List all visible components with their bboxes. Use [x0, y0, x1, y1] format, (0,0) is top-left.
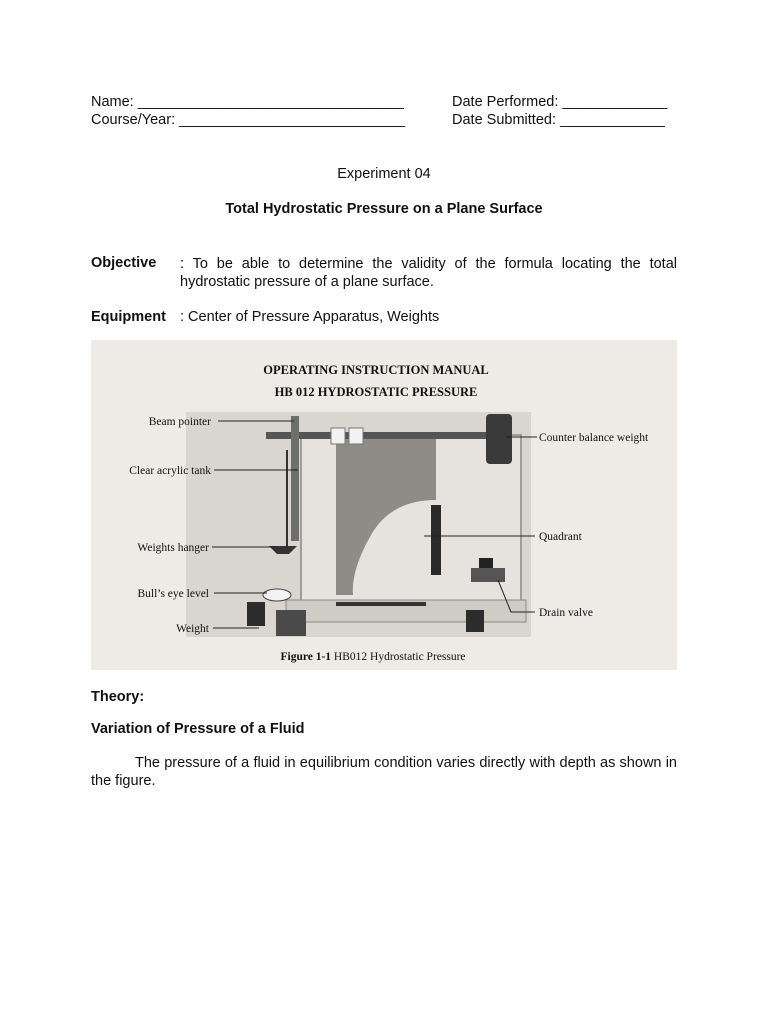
apparatus-illustration [91, 340, 677, 670]
course-year-field-line: Course/Year: ____________________________ [91, 112, 405, 128]
equipment-label: Equipment [91, 309, 166, 325]
counter-balance-shape [486, 414, 512, 464]
bulls-eye-level-shape [263, 589, 291, 601]
figure-caption [280, 651, 465, 663]
figure-caption-number: Figure 1-1 [280, 651, 332, 663]
foot-right-shape [466, 610, 484, 632]
equipment-text: : Center of Pressure Apparatus, Weights [180, 309, 440, 325]
label-bulls-eye-level: Bull’s eye level [137, 588, 209, 600]
theory-heading: Theory: [91, 689, 145, 705]
beam-block-shape [331, 428, 345, 444]
label-weights-hanger: Weights hanger [137, 542, 209, 554]
beam-shape [266, 432, 496, 439]
beam-pointer-post-shape [291, 416, 299, 541]
name-field-line: Name: _________________________________ [91, 94, 404, 110]
label-clear-acrylic-tank: Clear acrylic tank [129, 465, 211, 477]
foot-weight-shape [247, 602, 265, 626]
label-weight: Weight [176, 623, 209, 635]
drain-valve-knob-shape [479, 558, 493, 568]
date-performed-field-line: Date Performed: _____________ [452, 94, 668, 110]
apparatus-figure [91, 340, 677, 670]
body-paragraph: The pressure of a fluid in equilibrium condition varies directly with depth as shown in the figure. [91, 755, 677, 789]
experiment-number: Experiment 04 [337, 166, 431, 182]
drain-valve-shape [471, 568, 505, 582]
date-submitted-field-line: Date Submitted: _____________ [452, 112, 665, 128]
label-quadrant: Quadrant [539, 531, 582, 543]
objective-label: Objective [91, 255, 157, 271]
figure-caption-text: HB012 Hydrostatic Pressure [331, 651, 466, 663]
manual-title: OPERATING INSTRUCTION MANUAL [263, 363, 489, 377]
objective-text: : To be able to determine the validity of the formula locating the total hydrostatic pressure of a plane surface. [180, 256, 677, 290]
tank-bar-shape [336, 602, 426, 606]
quadrant-face-shape [431, 505, 441, 575]
stacked-weights-shape [276, 610, 306, 636]
beam-block-shape [349, 428, 363, 444]
label-counter-balance-weight: Counter balance weight [539, 432, 649, 444]
label-beam-pointer: Beam pointer [148, 416, 211, 428]
document-title: Total Hydrostatic Pressure on a Plane Surface [225, 201, 543, 217]
label-drain-valve: Drain valve [539, 607, 593, 619]
section-heading: Variation of Pressure of a Fluid [91, 721, 305, 737]
manual-subtitle: HB 012 HYDROSTATIC PRESSURE [274, 385, 478, 399]
